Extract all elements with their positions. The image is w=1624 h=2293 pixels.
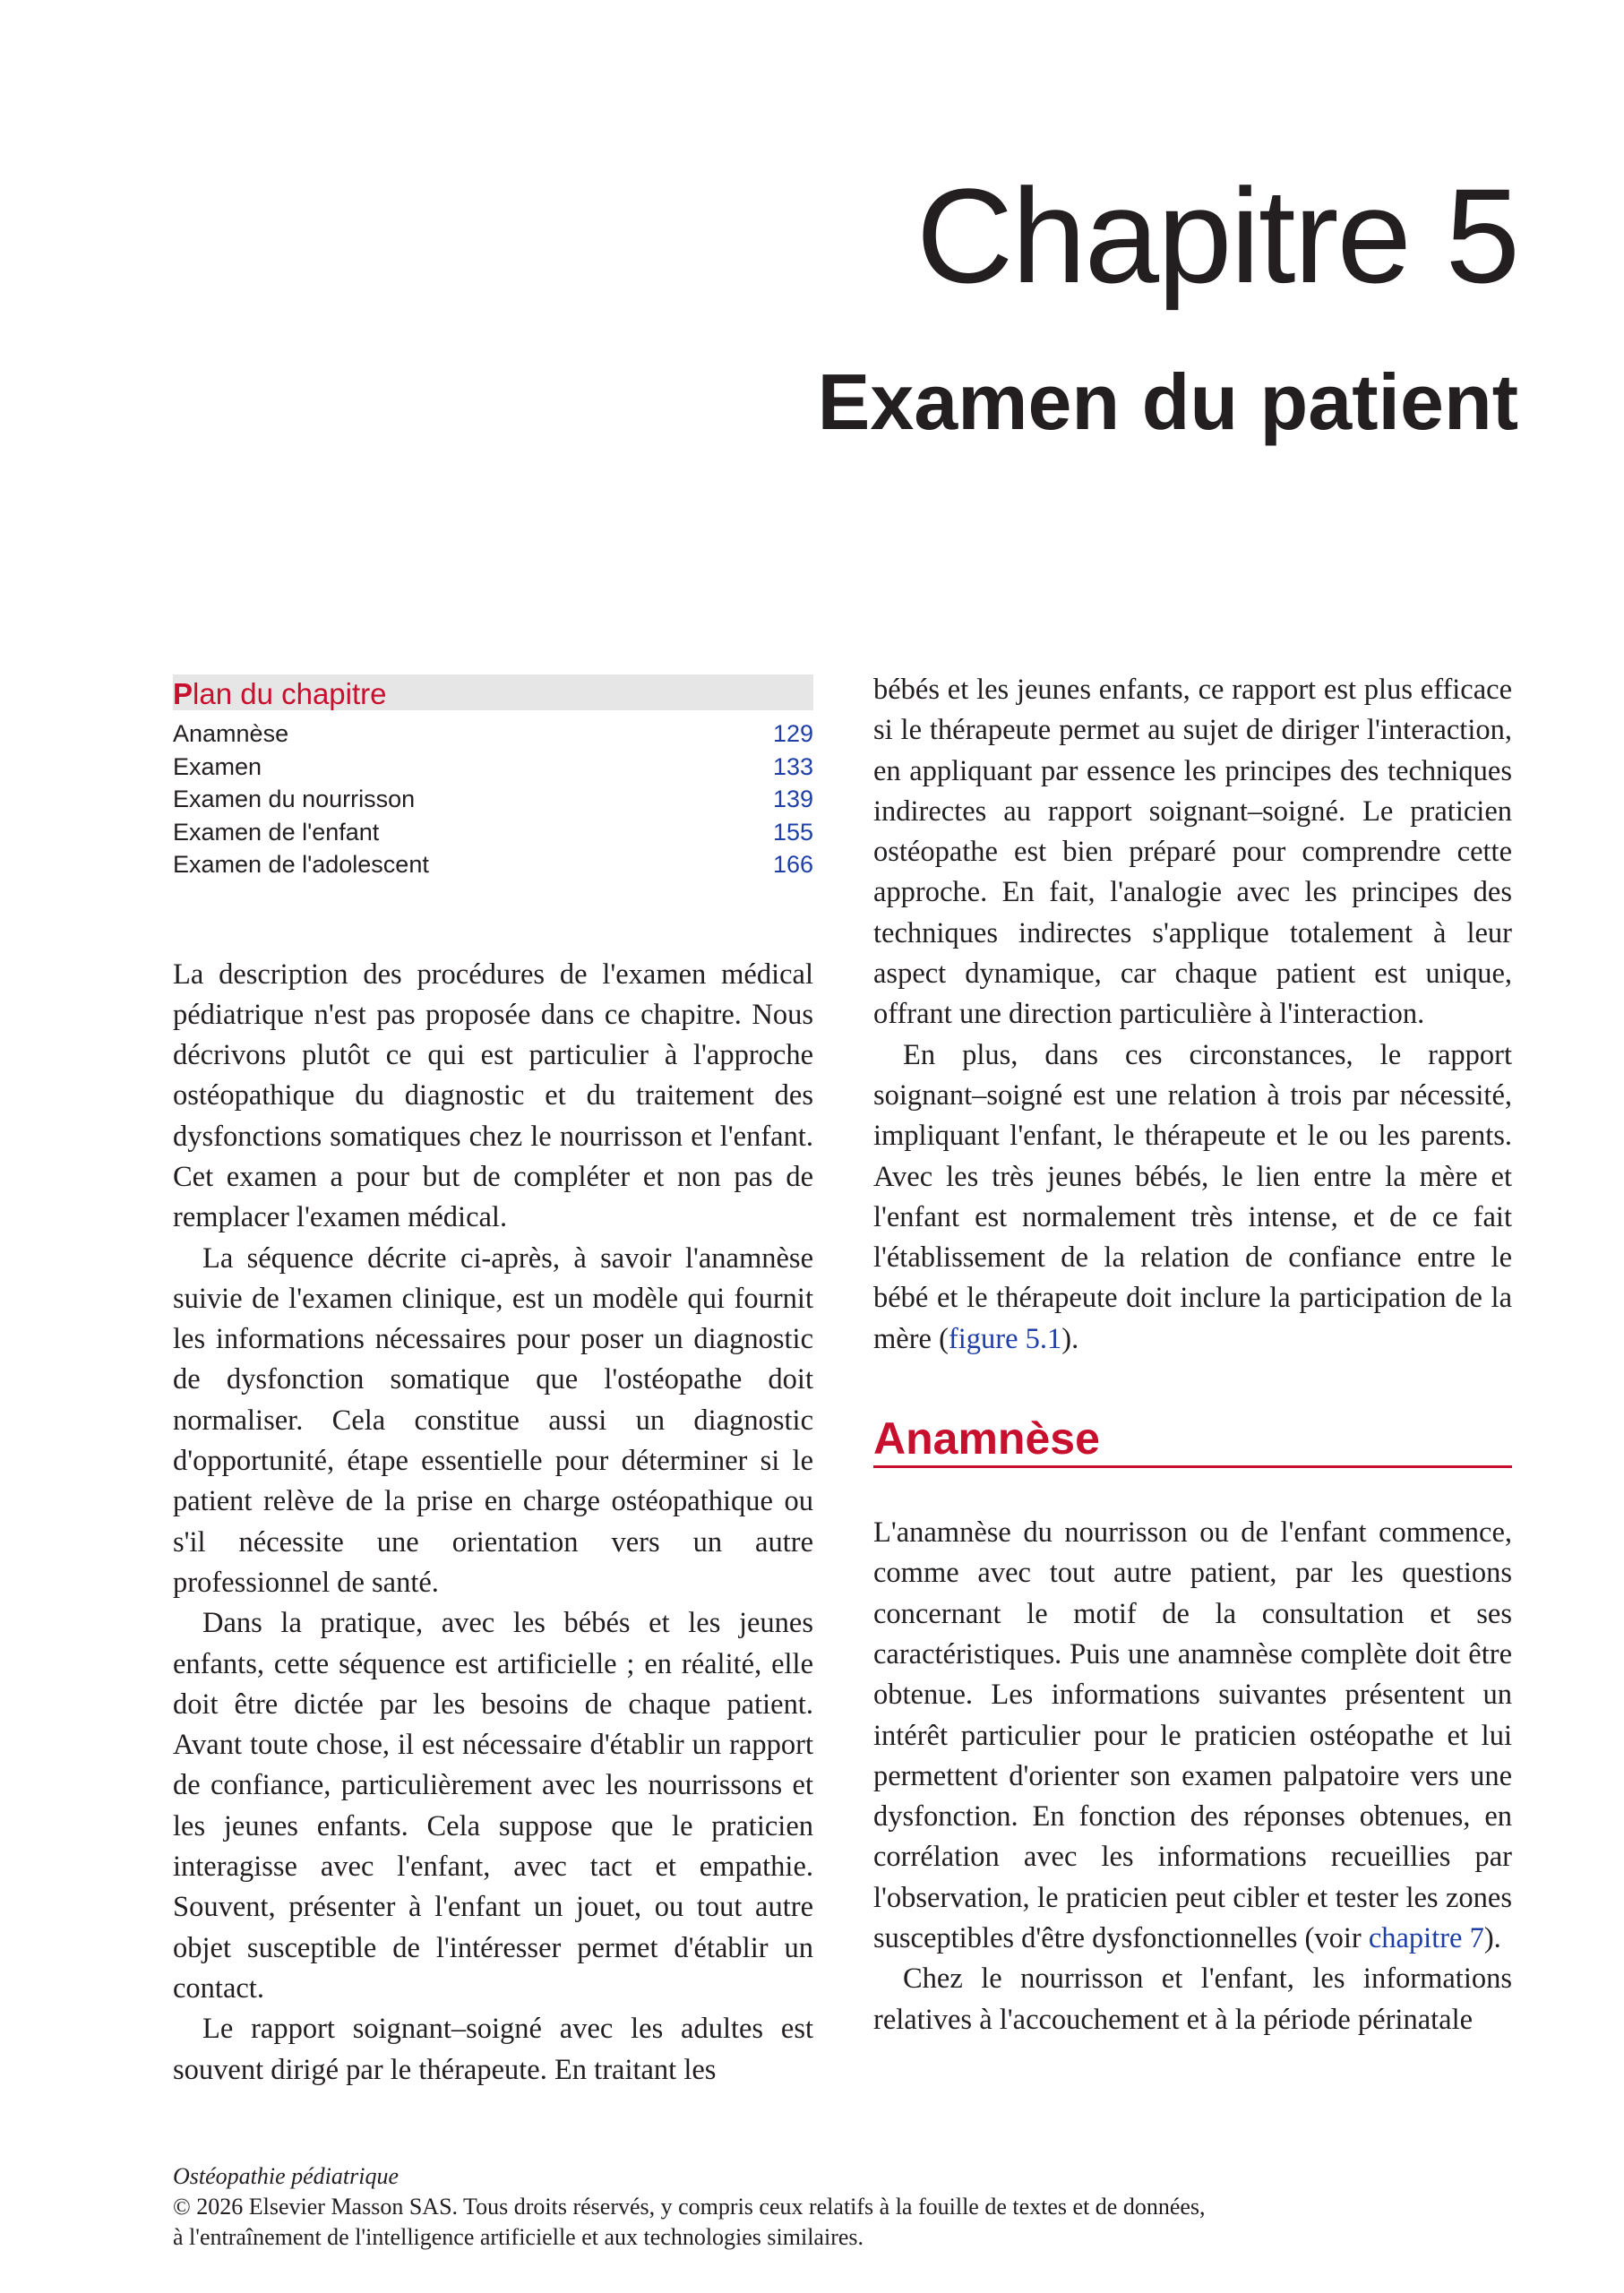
section-anamnese [873, 1413, 1512, 1468]
chapter-outline-list [173, 717, 813, 881]
outline-item-page[interactable]: 139 [772, 786, 813, 812]
outline-item-examen[interactable] [173, 751, 813, 784]
outline-item-label: Examen [173, 752, 262, 780]
chapter-outline [173, 674, 813, 881]
chapter-link[interactable]: chapitre 7 [1368, 1922, 1484, 1955]
paragraph: En plus, dans ces circonstances, le rapport soignant–soigné est une relation à trois par nécessité, impliquant l'enfant, le thérapeute et le ou les parents. Avec les très jeunes bébés, le lien entre la mère et l'enfant est normalement très intense, et de ce fait l'établissement de la relation de confiance entre le bébé et le thérapeute doit inclure la participation de la mère (figure 5.1). [873, 1038, 1512, 1355]
chapter-number: Chapitre 5 [915, 160, 1518, 311]
paragraph: La description des procédures de l'examen médical pédiatrique n'est pas proposée dans ce chapitre. Nous décrivons plutôt ce qui est particulier à l'approche ostéopathique du diagnostic et du traitement des dysfonctions somatiques chez le nourrisson et l'enfant. Cet examen a pour but de compléter et non pas de remplacer l'examen médical. [173, 958, 813, 1234]
paragraph: Le rapport soignant–soigné avec les adultes est souvent dirigé par le thérapeute. En traitant les [173, 2013, 813, 2086]
outline-item-examen-adolescent[interactable] [173, 848, 813, 881]
chapter-outline-header [173, 674, 813, 710]
outline-item-label: Examen du nourrisson [173, 786, 416, 812]
outline-item-label: Examen de l'enfant [173, 818, 380, 846]
outline-item-page[interactable]: 129 [772, 720, 813, 747]
outline-item-examen-nourrisson[interactable] [173, 783, 813, 816]
outline-item-examen-enfant[interactable] [173, 816, 813, 849]
outline-item-label: Examen de l'adolescent [173, 851, 429, 878]
chapter-title: Examen du patient [817, 357, 1518, 446]
paragraph: Chez le nourrisson et l'enfant, les informations relatives à l'accouchement et à la période périnatale [873, 1962, 1512, 2036]
copyright-line: © 2026 Elsevier Masson SAS. Tous droits réservés, y compris ceux relatifs à la fouille de textes et de données, [173, 2194, 1206, 2220]
paragraph: Dans la pratique, avec les bébés et les jeunes enfants, cette séquence est artificielle ; en réalité, elle doit être dictée par les besoins de chaque patient. Avant toute chose, il est nécessaire d'établir un rapport de confiance, particulièrement avec les nourrissons et les jeunes enfants. Cela suppose que le praticien interagisse avec l'enfant, avec tact et empathie. Souvent, présenter à l'enfant un jouet, ou tout autre objet susceptible de l'intéresser permet d'établir un contact. [173, 1607, 813, 2005]
copyright-line: à l'entraînement de l'intelligence artificielle et aux technologies similaires. [173, 2224, 864, 2250]
page-footer [173, 2161, 1517, 2253]
paragraph: L'anamnèse du nourrisson ou de l'enfant commence, comme avec tout autre patient, par les questions concernant le motif de la consultation et ses caractéristiques. Puis une anamnèse complète doit être obtenue. Les informations suivantes présentent un intérêt particulier pour le praticien ostéopathe et lui permettent d'orienter son examen palpatoire vers une dysfonction. En fonction des réponses obtenues, en corrélation avec les informations recueillies par l'observation, le praticien peut cibler et tester les zones susceptibles d'être dysfonctionnelles (voir chapitre 7). [873, 1516, 1512, 1955]
outline-item-anamnese[interactable] [173, 717, 813, 751]
paragraph: bébés et les jeunes enfants, ce rapport est plus efficace si le thérapeute permet au sujet de diriger l'interaction, en appliquant par essence les principes des techniques indirectes au rapport soignant–soigné. Le praticien ostéopathe est bien préparé pour comprendre cette approche. En fait, l'analogie avec les principes des techniques indirectes s'applique totalement à leur aspect dynamique, car chaque patient est unique, offrant une direction particulière à l'interaction. [873, 674, 1512, 1031]
figure-link[interactable]: figure 5.1 [948, 1322, 1062, 1355]
outline-item-label: Anamnèse [173, 720, 289, 747]
left-column [173, 674, 813, 2091]
outline-item-page[interactable]: 166 [772, 851, 813, 878]
outline-item-page[interactable]: 155 [772, 818, 813, 846]
outline-item-page[interactable]: 133 [772, 752, 813, 780]
section-heading: Anamnèse [873, 1413, 1512, 1468]
chapter-outline-title: Plan du chapitre [173, 677, 387, 710]
right-column [873, 670, 1512, 2040]
book-title: Ostéopathie pédiatrique [173, 2163, 400, 2189]
paragraph: La séquence décrite ci-après, à savoir l'anamnèse suivie de l'examen clinique, est un modèle qui fournit les informations nécessaires pour poser un diagnostic de dysfonction somatique que l'ostéopathe doit normaliser. Cela constitue aussi un diagnostic d'opportunité, étape essentielle pour déterminer si le patient relève de la prise en charge ostéopathique ou s'il nécessite une orientation vers un autre professionnel de santé. [173, 1241, 813, 1599]
